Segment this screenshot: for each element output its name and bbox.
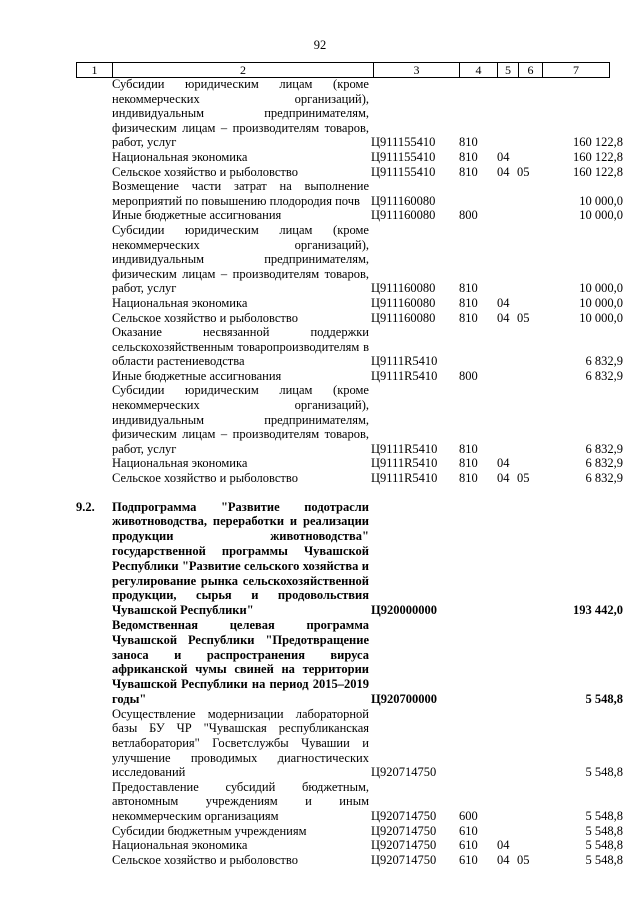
row-sum: 10 000,0	[579, 281, 623, 296]
row-sum: 6 832,9	[585, 456, 623, 471]
row-code: Ц911160080	[371, 310, 436, 325]
table-row	[0, 165, 640, 180]
row-code: Ц920714750	[371, 838, 437, 853]
row-rz: 04	[497, 164, 510, 179]
row-pr: 05	[517, 164, 530, 179]
header-col-3: 3	[374, 63, 460, 77]
table-row	[0, 618, 640, 707]
row-code: Ц9111R5410	[371, 441, 438, 456]
row-vr: 610	[459, 838, 478, 853]
row-sum: 5 548,8	[585, 838, 623, 853]
row-name: Субсидии юридическим лицам (кроме некоммерческих организаций), индивидуальным предпринимателям, физическим лицам – производителям товаров, работ, услуг	[112, 77, 369, 150]
row-sum: 10 000,0	[579, 295, 623, 310]
header-col-5: 5	[498, 63, 519, 77]
row-name: Ведомственная целевая программа Чувашской Республики "Предотвращение заноса и распространения вируса африканской чумы свиней на территории Чувашской Республики на период 2015–2019 годы"	[112, 618, 369, 706]
row-name: Национальная экономика	[112, 838, 248, 853]
row-vr: 800	[459, 208, 478, 223]
row-sum: 10 000,0	[579, 193, 623, 208]
table-row	[0, 150, 640, 165]
table-row	[0, 208, 640, 223]
table-row	[0, 456, 640, 471]
row-code: Ц920714750	[371, 808, 437, 823]
row-name: Иные бюджетные ассигнования	[112, 208, 282, 223]
row-code: Ц911155410	[371, 164, 436, 179]
table-row	[0, 780, 640, 824]
row-vr: 810	[459, 310, 478, 325]
row-code: Ц911160080	[371, 295, 436, 310]
row-name: Субсидии юридическим лицам (кроме некоммерческих организаций), индивидуальным предпринимателям, физическим лицам – производителям товаров, работ, услуг	[112, 222, 369, 296]
table-row	[0, 179, 640, 208]
table-row	[0, 471, 640, 486]
row-vr: 810	[459, 164, 478, 179]
table-row	[0, 853, 640, 868]
row-sum: 5 548,8	[585, 852, 623, 867]
row-vr: 800	[459, 368, 478, 383]
row-sum: 6 832,9	[585, 471, 623, 486]
row-sum: 6 832,9	[585, 368, 623, 383]
row-sum: 160 122,8	[573, 149, 623, 164]
table-row	[0, 325, 640, 369]
row-code: Ц911160080	[371, 193, 436, 208]
table-row	[0, 369, 640, 384]
header-col-4: 4	[460, 63, 498, 77]
row-code: Ц920000000	[371, 603, 437, 618]
row-name: Осуществление модернизации лабораторной базы БУ ЧР "Чувашская республиканская ветлаборатория" Госветслужбы Чувашии и улучшение проводимых диагностических исследований	[112, 706, 369, 780]
row-code: Ц911160080	[371, 208, 436, 223]
row-pr: 05	[517, 471, 530, 486]
row-code: Ц9111R5410	[371, 368, 438, 383]
row-name: Субсидии бюджетным учреждениям	[112, 823, 307, 838]
row-sum: 193 442,0	[573, 603, 623, 618]
row-sum: 5 548,8	[585, 692, 623, 707]
row-code: Ц920714750	[371, 765, 437, 780]
row-sum: 5 548,8	[585, 823, 623, 838]
row-vr: 810	[459, 295, 478, 310]
row-name: Субсидии юридическим лицам (кроме некоммерческих организаций), индивидуальным предпринимателям, физическим лицам – производителям товаров, работ, услуг	[112, 383, 369, 456]
table-row	[0, 500, 640, 618]
row-vr: 810	[459, 281, 478, 296]
row-name: Сельское хозяйство и рыболовство	[112, 164, 298, 179]
row-code: Ц911155410	[371, 135, 436, 150]
row-name: Предоставление субсидий бюджетным, автономным учреждениям и иным некоммерческим организациям	[112, 779, 369, 823]
row-number: 9.2.	[76, 499, 95, 514]
row-rz: 04	[497, 838, 510, 853]
row-vr: 810	[459, 441, 478, 456]
table-row	[0, 824, 640, 839]
row-code: Ц9111R5410	[371, 354, 438, 369]
row-code: Ц9111R5410	[371, 456, 438, 471]
row-vr: 810	[459, 471, 478, 486]
row-sum: 5 548,8	[585, 808, 623, 823]
row-sum: 160 122,8	[573, 135, 623, 150]
row-name: Сельское хозяйство и рыболовство	[112, 471, 298, 486]
row-code: Ц9111R5410	[371, 471, 438, 486]
row-vr: 600	[459, 808, 478, 823]
table-row	[0, 707, 640, 780]
row-name: Оказание несвязанной поддержки сельскохозяйственным товаропроизводителям в области растениеводства	[112, 325, 369, 369]
page-number: 92	[313, 38, 327, 52]
row-sum: 10 000,0	[579, 208, 623, 223]
row-rz: 04	[497, 471, 510, 486]
row-sum: 5 548,8	[585, 765, 623, 780]
table-body	[0, 77, 640, 867]
row-name: Сельское хозяйство и рыболовство	[112, 852, 298, 867]
row-pr: 05	[517, 852, 530, 867]
row-sum: 6 832,9	[585, 354, 623, 369]
header-col-1: 1	[77, 63, 113, 77]
table-header	[76, 62, 610, 78]
row-code: Ц920714750	[371, 852, 437, 867]
row-rz: 04	[497, 456, 510, 471]
row-vr: 810	[459, 149, 478, 164]
row-code: Ц911155410	[371, 149, 436, 164]
row-rz: 04	[497, 852, 510, 867]
row-vr: 610	[459, 852, 478, 867]
table-row	[0, 838, 640, 853]
row-code: Ц911160080	[371, 281, 436, 296]
row-rz: 04	[497, 295, 510, 310]
header-col-6: 6	[519, 63, 543, 77]
row-name: Национальная экономика	[112, 149, 248, 164]
row-sum: 160 122,8	[573, 164, 623, 179]
row-rz: 04	[497, 310, 510, 325]
table-row	[0, 77, 640, 150]
row-name: Иные бюджетные ассигнования	[112, 368, 282, 383]
row-code: Ц920714750	[371, 823, 437, 838]
row-name: Сельское хозяйство и рыболовство	[112, 310, 298, 325]
table-row	[0, 296, 640, 311]
table-row	[0, 311, 640, 326]
header-col-7: 7	[573, 63, 579, 77]
row-vr: 810	[459, 135, 478, 150]
header-col-2: 2	[113, 63, 374, 77]
row-name: Национальная экономика	[112, 456, 248, 471]
row-code: Ц920700000	[371, 692, 437, 707]
row-name: Подпрограмма "Развитие подотрасли животноводства, переработки и реализации продукции животноводства" государственной программы Чувашской Республики "Развитие сельского хозяйства и регулирование рынка сельскохозяйственной продукции, сырья и продовольствия Чувашской Республики"	[112, 499, 369, 618]
row-vr: 610	[459, 823, 478, 838]
row-pr: 05	[517, 310, 530, 325]
row-sum: 10 000,0	[579, 310, 623, 325]
row-vr: 810	[459, 456, 478, 471]
table-row	[0, 383, 640, 456]
row-rz: 04	[497, 149, 510, 164]
row-name: Национальная экономика	[112, 295, 248, 310]
table-row	[0, 223, 640, 296]
row-name: Возмещение части затрат на выполнение мероприятий по повышению плодородия почв	[112, 179, 369, 208]
row-sum: 6 832,9	[585, 441, 623, 456]
